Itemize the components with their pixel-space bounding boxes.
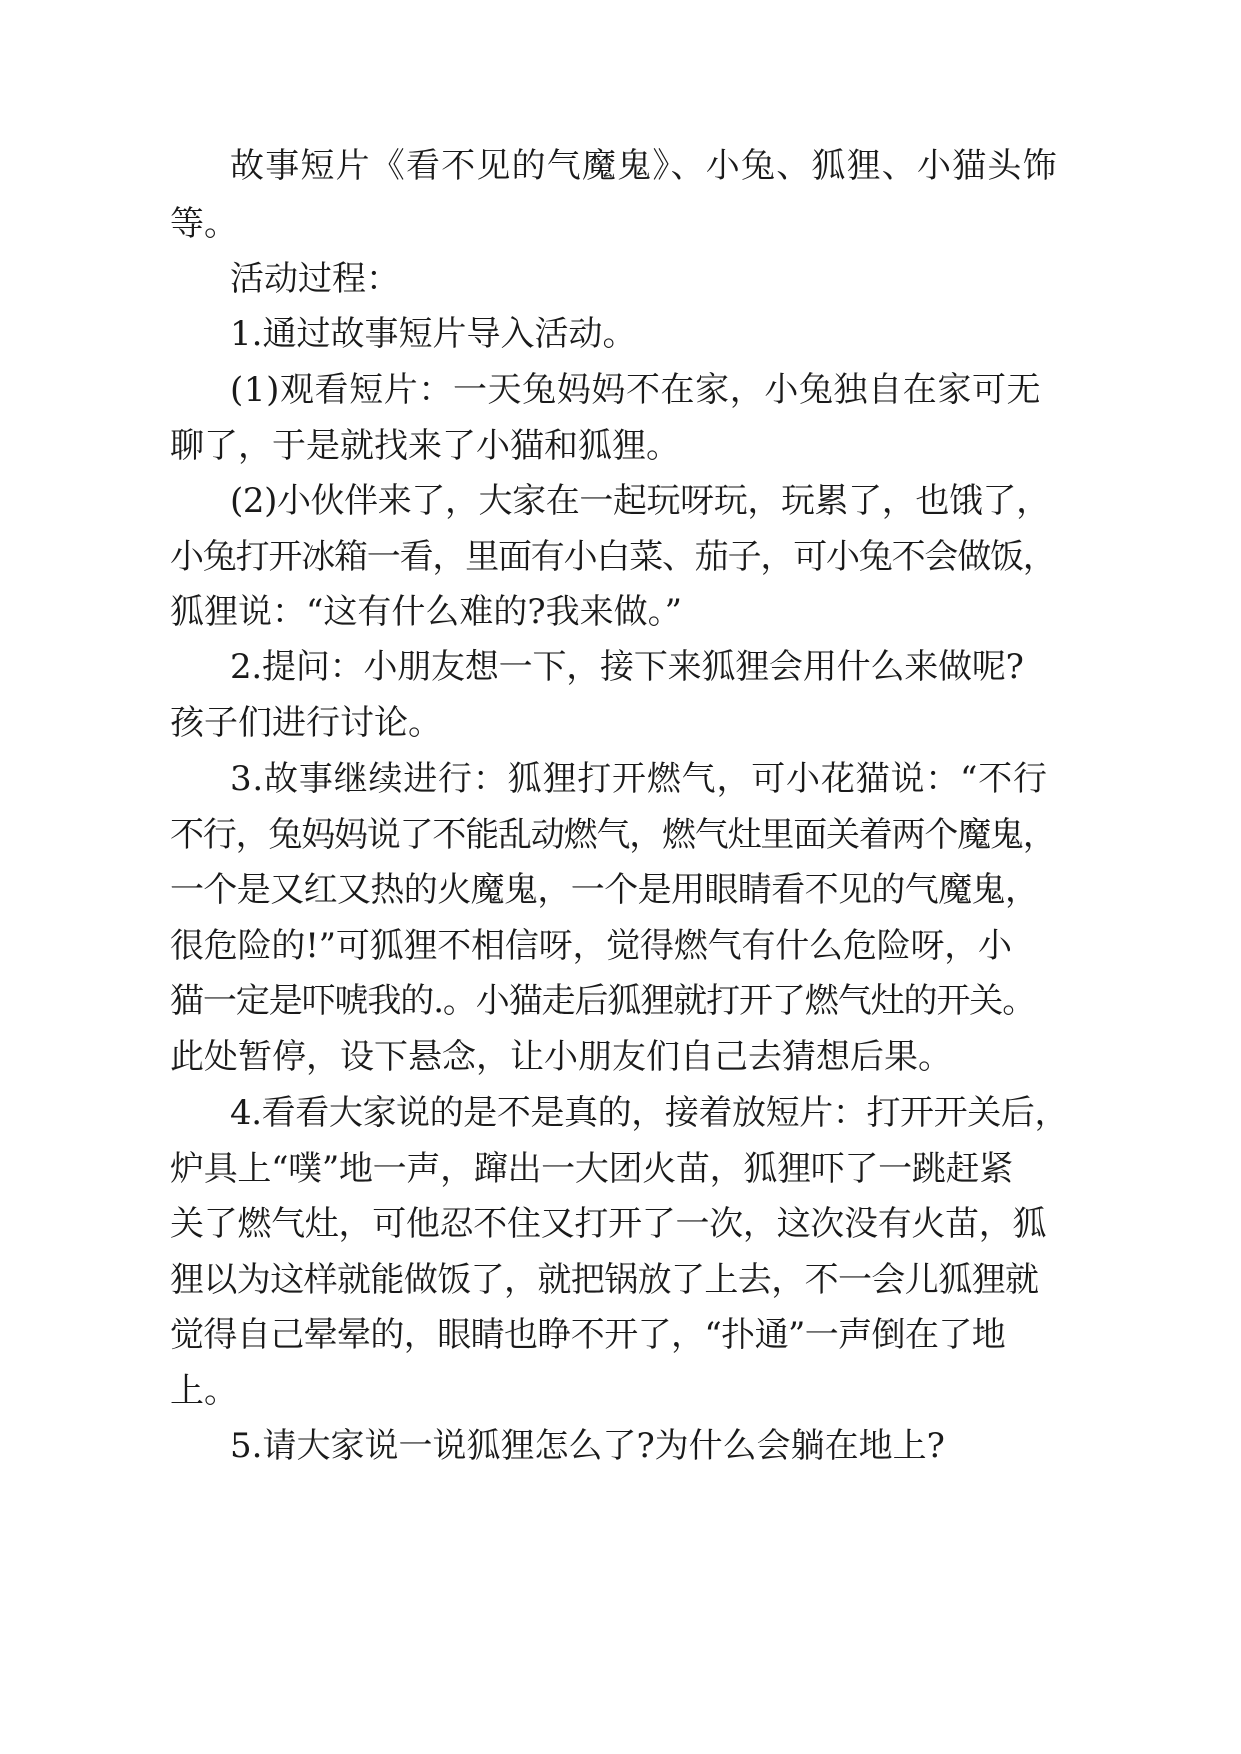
text-line: 等。 <box>170 204 238 244</box>
text-line: 一个是又红又热的火魔鬼，一个是用眼睛看不见的气魔鬼， <box>170 870 1039 910</box>
text-line: 关了燃气灶，可他忍不住又打开了一次，这次没有火苗，狐 <box>170 1204 1047 1244</box>
text-line: 狐狸说：“这有什么难的?我来做。” <box>170 592 682 632</box>
text-line: 觉得自己晕晕的，眼睛也睁不开了，“扑通”一声倒在了地 <box>170 1315 1006 1355</box>
text-line: 炉具上“噗”地一声，蹿出一大团火苗，狐狸吓了一跳赶紧 <box>170 1149 1013 1189</box>
text-line: 上。 <box>170 1371 238 1411</box>
text-line: 活动过程： <box>230 259 400 299</box>
text-line: 小兔打开冰箱一看，里面有小白菜、茄子，可小兔不会做饭， <box>170 537 1056 577</box>
text-line: 4.看看大家说的是不是真的，接着放短片：打开开关后， <box>230 1093 1069 1133</box>
text-line: 3.故事继续进行：狐狸打开燃气，可小花猫说：“不行 <box>230 759 1048 799</box>
text-line: 5.请大家说一说狐狸怎么了?为什么会躺在地上? <box>230 1426 945 1466</box>
text-line: 孩子们进行讨论。 <box>170 703 442 743</box>
text-line: 1.通过故事短片导入活动。 <box>230 314 637 354</box>
text-line: 故事短片《看不见的气魔鬼》、小兔、狐狸、小猫头饰 <box>230 146 1058 186</box>
text-line: (2)小伙伴来了，大家在一起玩呀玩，玩累了，也饿了， <box>230 481 1050 521</box>
text-line: 不行，兔妈妈说了不能乱动燃气，燃气灶里面关着两个魔鬼， <box>170 815 1056 855</box>
text-line: (1)观看短片：一天兔妈妈不在家，小兔独自在家可无 <box>230 370 1042 410</box>
text-line: 很危险的!”可狐狸不相信呀，觉得燃气有什么危险呀，小 <box>170 926 1012 966</box>
text-line: 2.提问：小朋友想一下，接下来狐狸会用什么来做呢? <box>230 647 1024 687</box>
text-line: 此处暂停，设下悬念，让小朋友们自己去猜想后果。 <box>170 1037 952 1077</box>
text-line: 聊了，于是就找来了小猫和狐狸。 <box>170 426 680 466</box>
text-line: 狸以为这样就能做饭了，就把锅放了上去，不一会儿狐狸就 <box>170 1260 1039 1300</box>
text-line: 猫一定是吓唬我的.。小猫走后狐狸就打开了燃气灶的开关。 <box>170 981 1036 1021</box>
